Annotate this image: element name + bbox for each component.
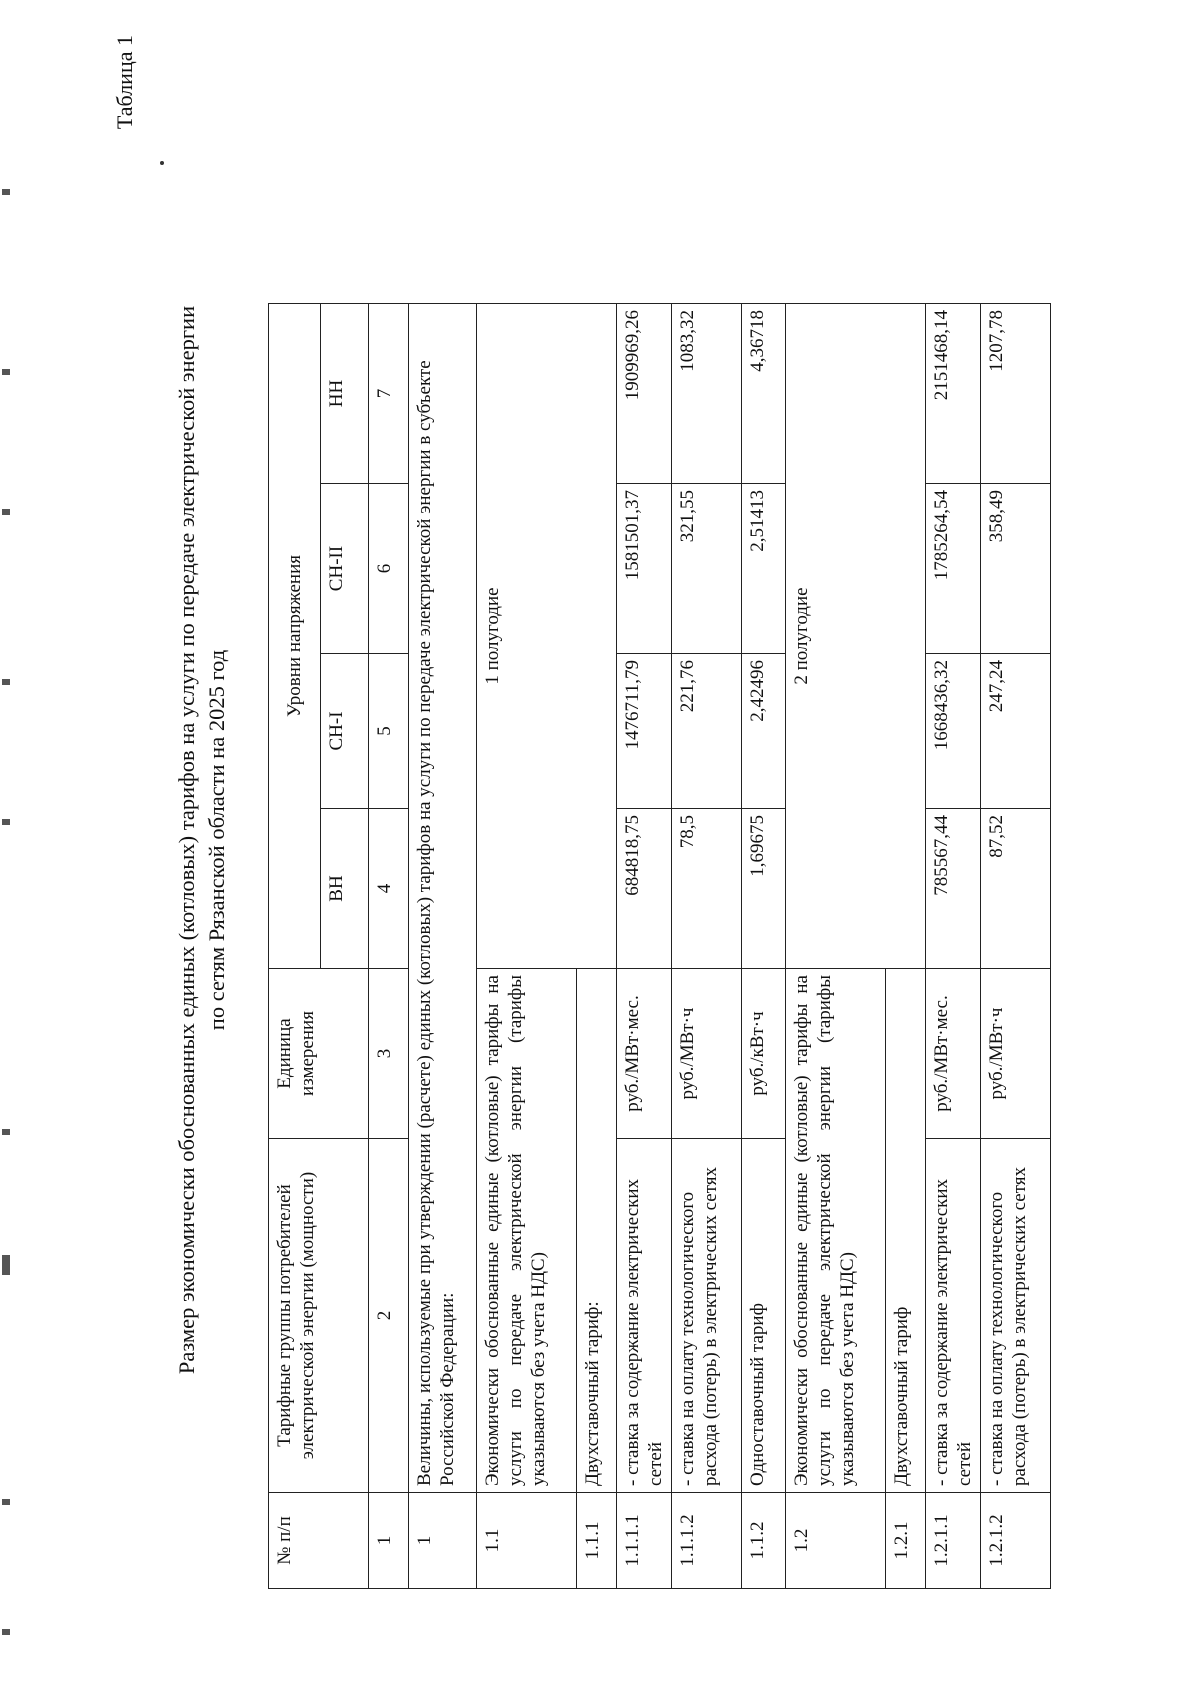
- column-number-row: [369, 304, 409, 1589]
- col-number-6: 6: [369, 484, 409, 654]
- value-vn: 78,5: [672, 809, 742, 969]
- section-row-1-2: [786, 304, 886, 1589]
- scan-edge-marks: [0, 0, 14, 1695]
- row-num: 1: [409, 1493, 477, 1589]
- row-unit: руб./кВт·ч: [742, 969, 786, 1139]
- value-sn1: 247,24: [981, 654, 1051, 809]
- row-num: 1.1: [477, 1493, 577, 1589]
- header-voltage-levels: Уровни напряжения: [269, 304, 321, 969]
- col-number-1: 1: [369, 1493, 409, 1589]
- row-unit: руб./МВт·мес.: [926, 969, 981, 1139]
- row-text: Двухставочный тариф:: [577, 969, 617, 1493]
- table-label: Таблица 1: [112, 35, 137, 130]
- period-label: 2 полугодие: [786, 304, 926, 969]
- document-title: [172, 85, 232, 1595]
- section-text: Экономически обоснованные единые (котловые) тарифы на услуги по передаче электрической энергии (тарифы указываются без учета НДС): [477, 969, 577, 1493]
- row-text: Одноставочный тариф: [742, 1139, 786, 1493]
- value-sn1: 2,42496: [742, 654, 786, 809]
- value-nn: 4,36718: [742, 304, 786, 484]
- value-nn: 2151468,14: [926, 304, 981, 484]
- col-number-2: 2: [369, 1139, 409, 1493]
- table-row: [981, 304, 1051, 1589]
- row-num: 1.2.1.1: [926, 1493, 981, 1589]
- title-line-2: по сетям Рязанской области на 2025 год: [204, 649, 229, 1031]
- value-sn1: 1476711,79: [617, 654, 672, 809]
- value-vn: 87,52: [981, 809, 1051, 969]
- header-sn2: СН-II: [321, 484, 369, 654]
- header-group: Тарифные группы потребителей электрической энергии (мощности): [269, 1139, 369, 1493]
- table-row: [742, 304, 786, 1589]
- value-sn2: 358,49: [981, 484, 1051, 654]
- period-label: 1 полугодие: [477, 304, 617, 969]
- table-row: [617, 304, 672, 1589]
- value-sn2: 2,51413: [742, 484, 786, 654]
- header-unit: Единица измерения: [269, 969, 369, 1139]
- row-text: - ставка за содержание электрических сетей: [617, 1139, 672, 1493]
- value-sn2: 1581501,37: [617, 484, 672, 654]
- header-sn1: СН-I: [321, 654, 369, 809]
- col-number-3: 3: [369, 969, 409, 1139]
- row-num: 1.2.1: [886, 1493, 926, 1589]
- col-number-5: 5: [369, 654, 409, 809]
- section-row-1: [409, 304, 477, 1589]
- section-text: Величины, используемые при утверждении (расчете) единых (котловых) тарифов на услуги по передаче электрической энергии в субъекте Российской Федерации:: [409, 304, 477, 1493]
- row-num: 1.2.1.2: [981, 1493, 1051, 1589]
- value-sn1: 221,76: [672, 654, 742, 809]
- tariff-table: [268, 303, 1051, 1589]
- value-sn2: 1785264,54: [926, 484, 981, 654]
- col-number-4: 4: [369, 809, 409, 969]
- value-vn: 785567,44: [926, 809, 981, 969]
- row-unit: руб./МВт·ч: [981, 969, 1051, 1139]
- row-text: - ставка на оплату технологического расхода (потерь) в электрических сетях: [981, 1139, 1051, 1493]
- row-text: Двухставочный тариф: [886, 969, 926, 1493]
- table-row: [926, 304, 981, 1589]
- row-num: 1.1.1.2: [672, 1493, 742, 1589]
- section-text: Экономически обоснованные единые (котловые) тарифы на услуги по передаче электрической энергии (тарифы указываются без учета НДС): [786, 969, 886, 1493]
- row-num: 1.1.1: [577, 1493, 617, 1589]
- header-row-1: [269, 304, 321, 1589]
- value-vn: 684818,75: [617, 809, 672, 969]
- header-num: № п/п: [269, 1493, 369, 1589]
- value-vn: 1,69675: [742, 809, 786, 969]
- row-unit: руб./МВт·мес.: [617, 969, 672, 1139]
- row-num: 1.1.2: [742, 1493, 786, 1589]
- table-row: [672, 304, 742, 1589]
- value-nn: 1083,32: [672, 304, 742, 484]
- title-line-1: Размер экономически обоснованных единых (котловых) тарифов на услуги по передаче электрической энергии: [174, 305, 199, 1375]
- row-text: - ставка на оплату технологического расхода (потерь) в электрических сетях: [672, 1139, 742, 1493]
- value-nn: 1909969,26: [617, 304, 672, 484]
- header-vn: ВН: [321, 809, 369, 969]
- row-text: - ставка за содержание электрических сетей: [926, 1139, 981, 1493]
- row-num: 1.1.1.1: [617, 1493, 672, 1589]
- value-sn1: 1668436,32: [926, 654, 981, 809]
- value-sn2: 321,55: [672, 484, 742, 654]
- value-nn: 1207,78: [981, 304, 1051, 484]
- scan-dot: [160, 161, 164, 165]
- header-nn: НН: [321, 304, 369, 484]
- row-num: 1.2: [786, 1493, 886, 1589]
- section-row-1-1: [477, 304, 577, 1589]
- row-unit: руб./МВт·ч: [672, 969, 742, 1139]
- col-number-7: 7: [369, 304, 409, 484]
